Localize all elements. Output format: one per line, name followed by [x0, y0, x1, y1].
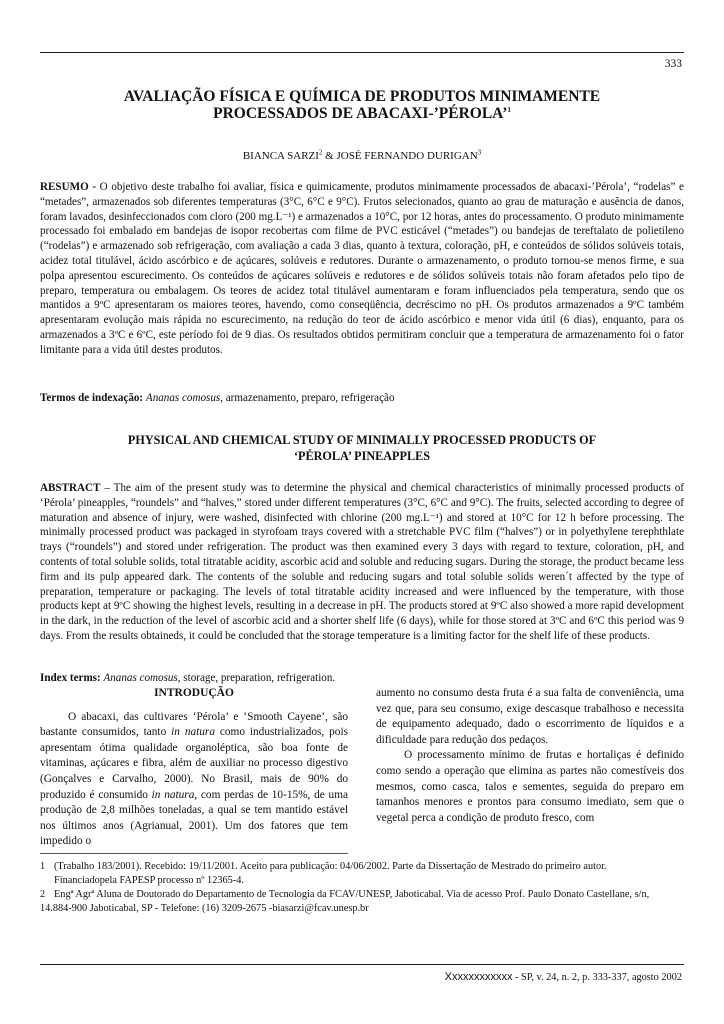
left-column: [40, 686, 348, 850]
right-paragraph-2: O processamento mínimo de frutas e hortaliças é definido como sendo a operação que elimina as partes não comestíveis dos mesmos, como casca, talos e sementes, seguida do preparo em tamanhos menores e prontos para consumo imediato, sem que o vegetal perca a condição de produto fresco, com: [376, 749, 684, 824]
page-number: 333: [664, 58, 682, 70]
english-title: PHYSICAL AND CHEMICAL STUDY OF MINIMALLY PROCESSED PRODUCTS OF ‘PÉROLA’ PINEAPPLES: [127, 433, 597, 463]
termos-indexacao: Termos de indexação: Ananas comosus, armazenamento, preparo, refrigeração: [40, 392, 395, 404]
intro-paragraph: O abacaxi, das cultivares ‘Pérola’ e ‘Smooth Cayene’, são bastante consumidos, tanto in natura como industrializados, pois apresentam ótima qualidade organoléptica, são boa fonte de vitaminas, açúcares e fibra, além de auxiliar no processo digestivo (Gonçalves e Carvalho, 2000). No Brasil, mais de 90% do produzido é consumido in natura, com perdas de 10-15%, de uma produção de 2,8 milhões toneladas, a qual se tem mantido estável nos últimos anos (Agrianual, 2001). Um dos fatores que tem impedido o: [40, 710, 348, 848]
footnote-1: 1 (Trabalho 183/2001). Recebido: 19/11/2001. Aceito para publicação: 04/06/2002. Parte da Dissertação de Mestrado do primeiro autor. Financiadopela FAPESP processo nº 12365-4.: [40, 861, 607, 886]
title-line-2: PROCESSADOS DE ABACAXI-’PÉROLA’$^1$: [213, 105, 511, 122]
author-1: BIANCA SARZI: [242, 150, 319, 162]
journal-reference: Xxxxxxxxxxxx - SP, v. 24, n. 2, p. 333-337, agosto 2002: [444, 971, 682, 983]
right-paragraph-1: aumento no consumo desta fruta é a sua falta de conveniência, uma vez que, para seu consumo, exige descasque trabalhoso e necessita de equipamento adequado, dado o escorrimento de líquidos e a dificuldade para redução dos pedaços.: [376, 687, 684, 746]
paper-title: [40, 88, 684, 122]
footnote-2: 2 Engª Agrª Aluna de Doutorado do Departamento de Tecnologia da FCAV/UNESP, Jaboticabal. Via de acesso Prof. Paulo Donato Castellane, s/n,: [40, 889, 650, 900]
index-terms: Index terms: Ananas comosus, storage, preparation, refrigeration.: [40, 672, 336, 684]
bottom-rule: [40, 964, 684, 965]
footnote-2-address: 14.884-900 Jaboticabal, SP - Telefone: (16) 3209-2675 -biasarzi@fcav.unesp.br: [40, 903, 369, 914]
title-line-1: AVALIAÇÃO FÍSICA E QUÍMICA DE PRODUTOS MINIMAMENTE: [123, 88, 601, 105]
abstract: ABSTRACT – The aim of the present study was to determine the physical and chemical characteristics of minimally processed products of ‘Pérola’ pineapples, “roundels” and “halves,” stored under different temperatures (3°C, 6°C and 9°C). The fruits, selected according to degree of maturation and absence of injury, were washed, disinfected with chlorine (200 mg.L⁻¹) and stored at 10°C for 12 h before processing. The minimally processed product was packaged in styrofoam trays covered with a stretchable PVC film (“halves”) or in polyethylene terephthlate trays (“roundels”) and stored under refrigeration. The product was then examined every 3 days with regard to texture, coloration, pH, and contents of total soluble solids, total titratable acidity, ascorbic acid and soluble and reducing sugars. During the storage, the product became less firm and its pulp appeared dark. The contents of the soluble and reducing sugars and total soluble solids weren´t affected by the type of preparation, temperature or packaging. The levels of total titratable acidity increased and were influenced by the temperature, with those products kept at 9ºC showing the highest levels, resulting in a decrease in pH. The products stored at 9ºC also showed a more rapid development in the dark, in the reduction of the level of ascorbic acid and a shorter shelf life (6 days), while for those stored at 3ºC and 6ºC this period was 9 days. From the results obtaineds, it could be concluded that the storage temperature is a limiting factor for the shelf life of these products.: [40, 482, 684, 642]
introducao-heading: INTRODUÇÃO: [154, 687, 234, 699]
footnote-rule: [40, 853, 348, 854]
author-2: JOSÉ FERNANDO DURIGAN: [336, 150, 478, 162]
authors: BIANCA SARZI$^2$ & JOSÉ FERNANDO DURIGAN$^3$: [242, 148, 482, 162]
top-rule: [40, 52, 684, 53]
footnotes: [40, 860, 684, 916]
resumo: RESUMO - O objetivo deste trabalho foi avaliar, física e quimicamente, produtos minimamente processados de abacaxi-’Pérola’, “rodelas” e “metades”, armazenados sob diferentes temperaturas (3°C, 6°C e 9°C). Frutos selecionados, quanto ao grau de maturação e ausência de danos, foram lavados, desinfeccionados com cloro (200 mg.L⁻¹) e armazenados a 10°C, por 12 horas, antes do processamento. O produto minimamente processado foi embalado em bandejas de isopor recobertas com filme de PVC esticável (“metades”) ou bandejas de tereftalato de polietileno (“rodelas”) e armazenado sob refrigeração, com avaliação a cada 3 dias, quanto à textura, coloração, pH, e conteúdos de sólidos solúveis totais, acidez total titulável, ácido ascórbico e de açúcares, solúveis e redutores. Durante o armazenamento, o produto tornou-se menos firme, e sua polpa apresentou escurecimento. Os conteúdos de açúcares solúveis e redutores e de sólidos solúveis totais não foram afetados pelo tipo de preparo, temperatura ou embalagem. Os teores de acidez total titulável aumentaram e foram influenciados pela temperatura, sendo que os mantidos a 9ºC apresentaram os maiores teores, havendo, como conseqüência, decréscimo no pH. Os produtos armazenados a 9ºC também apresentaram evolução mais rápida no escurecimento, na redução do teor de ácido ascórbico e menor vida útil (6 dias), enquanto, para os armazenados a 3ºC e 6ºC, este período foi de 9 dias. Os resultados obtidos permitiram concluir que a temperatura de armazenamento foi o fator limitante para a vida útil destes produtos.: [40, 181, 684, 356]
right-column: [376, 686, 684, 826]
